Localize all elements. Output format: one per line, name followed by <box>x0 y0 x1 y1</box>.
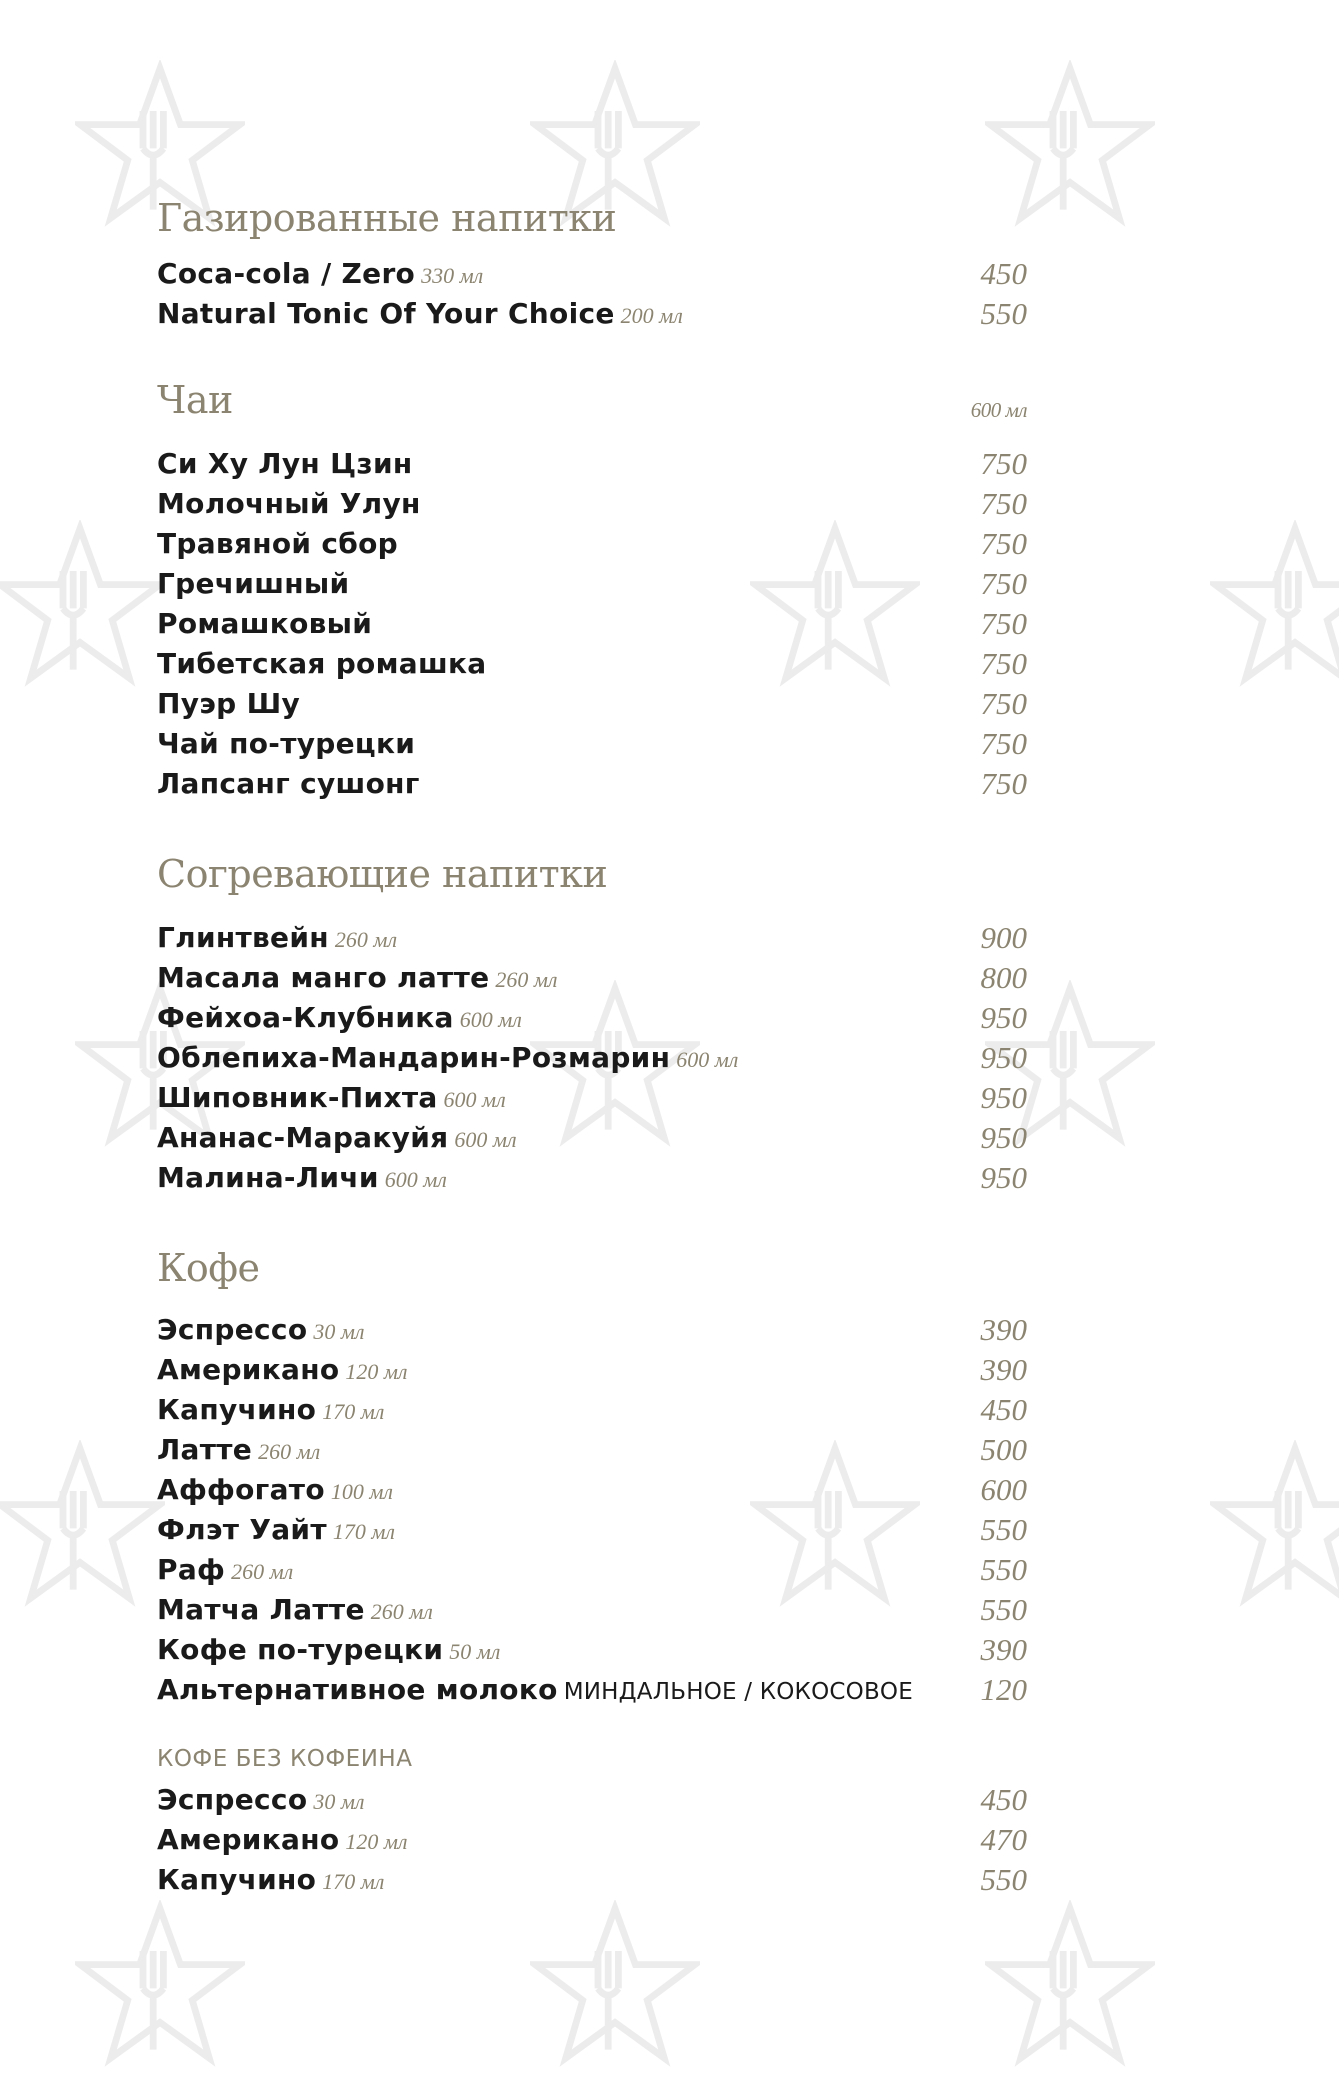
item-list <box>157 1310 1027 1710</box>
menu-item <box>157 524 1027 564</box>
item-price: 750 <box>980 766 1027 801</box>
item-price: 750 <box>980 566 1027 601</box>
item-price: 950 <box>980 1040 1027 1075</box>
section-warming-drinks <box>157 848 1027 1198</box>
item-volume: 600 мл <box>676 1047 739 1072</box>
item-volume: 260 мл <box>495 967 558 992</box>
item-volume: 30 мл <box>313 1319 365 1344</box>
item-name: Капучино <box>157 1393 317 1426</box>
item-name: Малина-Личи <box>157 1161 379 1194</box>
item-name: Флэт Уайт <box>157 1513 327 1546</box>
menu-item <box>157 764 1027 804</box>
item-name: Масала манго латте <box>157 961 490 994</box>
menu-item <box>157 684 1027 724</box>
section-volume-note: 600 мл <box>970 398 1027 422</box>
item-price: 550 <box>980 1862 1027 1897</box>
menu-item <box>157 1118 1027 1158</box>
watermark-icon <box>1210 520 1339 720</box>
item-price: 750 <box>980 526 1027 561</box>
item-volume: 100 мл <box>330 1479 393 1504</box>
menu-item <box>157 444 1027 484</box>
menu-item <box>157 604 1027 644</box>
menu-item <box>157 294 1027 334</box>
item-volume: 600 мл <box>459 1007 522 1032</box>
section-title: Кофе <box>157 1246 260 1290</box>
menu-item <box>157 254 1027 294</box>
item-options: МИНДАЛЬНОЕ / КОКОСОВОЕ <box>563 1679 913 1705</box>
item-volume: 30 мл <box>313 1789 365 1814</box>
menu-item <box>157 998 1027 1038</box>
menu-item <box>157 1350 1027 1390</box>
item-name: Матча Латте <box>157 1593 365 1626</box>
item-price: 950 <box>980 1000 1027 1035</box>
item-price: 950 <box>980 1120 1027 1155</box>
item-name: Ромашковый <box>157 607 373 640</box>
item-volume: 330 мл <box>421 263 484 288</box>
item-volume: 260 мл <box>370 1599 433 1624</box>
item-name: Natural Tonic Of Your Choice <box>157 297 615 330</box>
menu-item <box>157 1670 1027 1710</box>
item-price: 950 <box>980 1080 1027 1115</box>
menu-item <box>157 1078 1027 1118</box>
subsection-decaf <box>157 1742 1027 1900</box>
item-name: Раф <box>157 1553 226 1586</box>
item-price: 470 <box>980 1822 1027 1857</box>
item-price: 750 <box>980 486 1027 521</box>
menu-item <box>157 1630 1027 1670</box>
item-name: Ананас-Маракуйя <box>157 1121 449 1154</box>
item-price: 450 <box>980 1782 1027 1817</box>
item-volume: 170 мл <box>332 1519 396 1544</box>
item-volume: 120 мл <box>345 1829 408 1854</box>
item-volume: 260 мл <box>231 1559 294 1584</box>
item-price: 750 <box>980 646 1027 681</box>
item-list <box>157 254 1027 334</box>
item-price: 550 <box>980 296 1027 331</box>
item-volume: 600 мл <box>443 1087 506 1112</box>
item-price: 900 <box>980 920 1027 955</box>
item-name: Облепиха-Мандарин-Розмарин <box>157 1041 671 1074</box>
item-list <box>157 444 1027 804</box>
section-title: Газированные напитки <box>157 196 617 240</box>
item-volume: 200 мл <box>620 303 683 328</box>
item-name: Капучино <box>157 1863 317 1896</box>
section-teas <box>157 374 1027 804</box>
item-name: Пуэр Шу <box>157 687 301 720</box>
item-volume: 50 мл <box>449 1639 501 1664</box>
menu-item <box>157 1158 1027 1198</box>
item-name: Фейхоа-Клубника <box>157 1001 454 1034</box>
item-name: Альтернативное молоко <box>157 1673 558 1706</box>
item-volume: 170 мл <box>322 1869 385 1894</box>
item-price: 600 <box>980 1472 1027 1507</box>
item-name: Чай по-турецки <box>157 727 416 760</box>
item-price: 390 <box>980 1352 1027 1387</box>
item-list <box>157 1780 1027 1900</box>
item-price: 120 <box>980 1672 1027 1707</box>
menu-item <box>157 724 1027 764</box>
item-name: Эспрессо <box>157 1783 308 1816</box>
menu-item <box>157 1510 1027 1550</box>
item-price: 750 <box>980 726 1027 761</box>
menu-item <box>157 644 1027 684</box>
menu-item <box>157 918 1027 958</box>
item-name: Шиповник-Пихта <box>157 1081 438 1114</box>
section-title <box>157 374 1027 426</box>
item-volume: 120 мл <box>345 1359 408 1384</box>
item-price: 390 <box>980 1312 1027 1347</box>
menu-item <box>157 1860 1027 1900</box>
item-price: 550 <box>980 1592 1027 1627</box>
menu-item <box>157 1038 1027 1078</box>
menu-page <box>157 0 1027 2048</box>
menu-item <box>157 1390 1027 1430</box>
item-name: Си Ху Лун Цзин <box>157 447 413 480</box>
section-title: Согревающие напитки <box>157 852 608 896</box>
item-name: Тибетская ромашка <box>157 647 487 680</box>
menu-item <box>157 1310 1027 1350</box>
item-price: 390 <box>980 1632 1027 1667</box>
item-name: Латте <box>157 1433 253 1466</box>
item-price: 750 <box>980 686 1027 721</box>
item-volume: 260 мл <box>258 1439 321 1464</box>
menu-item <box>157 1590 1027 1630</box>
item-price: 750 <box>980 446 1027 481</box>
section-title-text: Чаи <box>157 378 233 422</box>
menu-item <box>157 484 1027 524</box>
item-price: 550 <box>980 1512 1027 1547</box>
item-volume: 260 мл <box>334 927 398 952</box>
item-name: Травяной сбор <box>157 527 399 560</box>
item-name: Кофе по-турецки <box>157 1633 444 1666</box>
item-volume: 600 мл <box>454 1127 517 1152</box>
item-name: Гречишный <box>157 567 350 600</box>
item-name: Молочный Улун <box>157 487 421 520</box>
item-price: 450 <box>980 256 1027 291</box>
section-soft-drinks <box>157 192 1027 334</box>
item-price: 500 <box>980 1432 1027 1467</box>
item-name: Лапсанг сушонг <box>157 767 420 800</box>
menu-item <box>157 1780 1027 1820</box>
menu-item <box>157 1820 1027 1860</box>
section-coffee <box>157 1242 1027 1900</box>
item-price: 800 <box>980 960 1027 995</box>
item-price: 550 <box>980 1552 1027 1587</box>
menu-item <box>157 564 1027 604</box>
item-name: Американо <box>157 1823 340 1856</box>
item-price: 950 <box>980 1160 1027 1195</box>
item-name: Аффогато <box>157 1473 325 1506</box>
menu-item <box>157 1550 1027 1590</box>
item-name: Американо <box>157 1353 340 1386</box>
item-price: 450 <box>980 1392 1027 1427</box>
item-volume: 600 мл <box>384 1167 447 1192</box>
menu-item <box>157 1430 1027 1470</box>
item-name: Эспрессо <box>157 1313 308 1346</box>
subsection-title: КОФЕ БЕЗ КОФЕИНА <box>157 1746 413 1772</box>
item-list <box>157 918 1027 1198</box>
item-volume: 170 мл <box>322 1399 385 1424</box>
menu-item <box>157 958 1027 998</box>
item-name: Coca-cola / Zero <box>157 257 416 290</box>
item-name: Глинтвейн <box>157 921 329 954</box>
watermark-icon <box>1210 1440 1339 1640</box>
menu-item <box>157 1470 1027 1510</box>
item-price: 750 <box>980 606 1027 641</box>
